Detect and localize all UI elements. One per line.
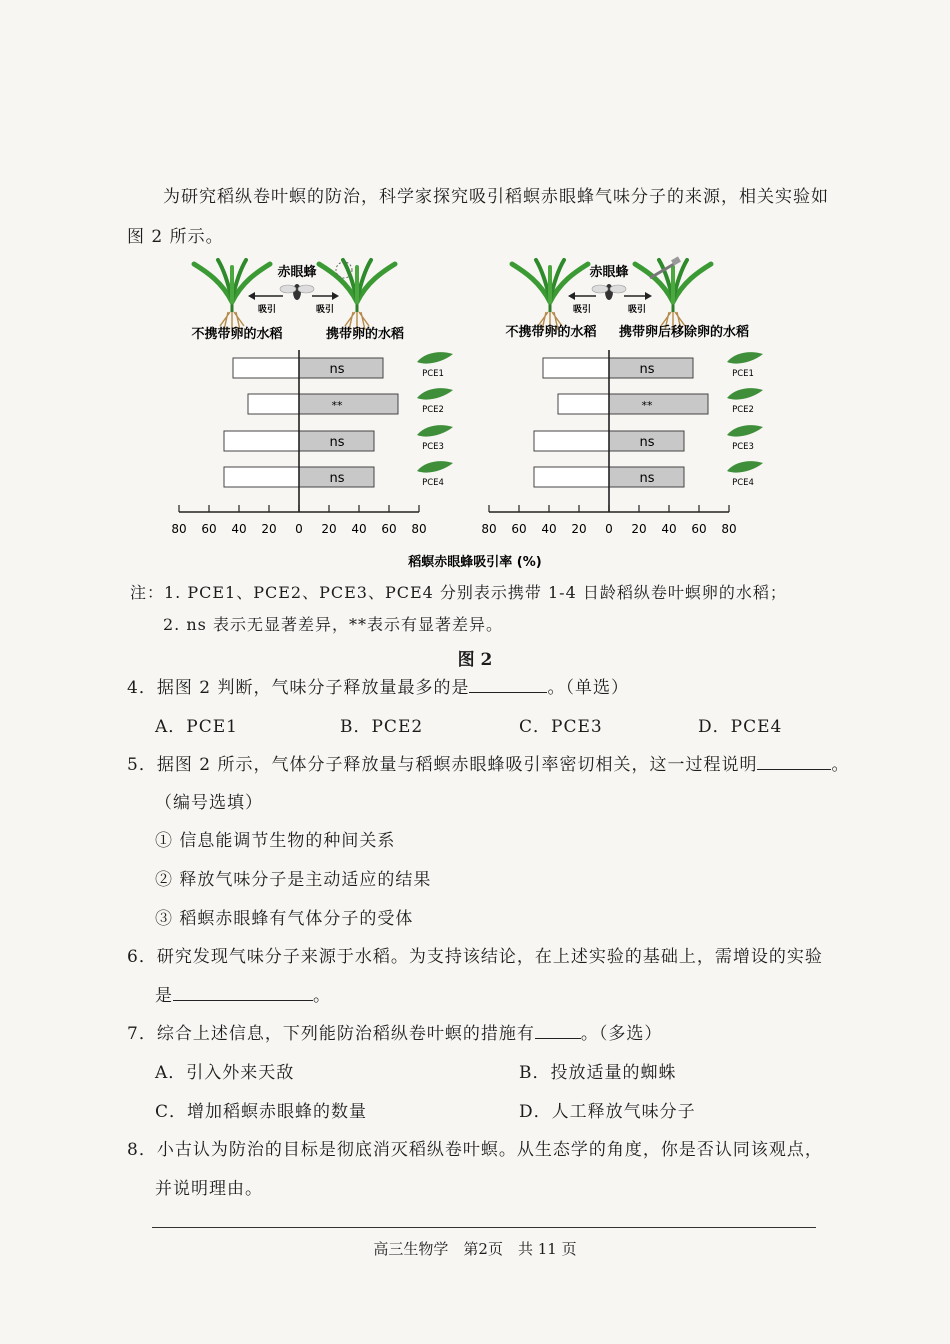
significance-label: ns [639, 471, 655, 486]
x-axis-title: 稻螟赤眼蜂吸引率 (%) [408, 555, 542, 570]
x-tick-label: 80 [411, 522, 427, 536]
x-tick-label: 60 [511, 522, 527, 536]
bar-no-eggs [558, 394, 609, 414]
category-label: PCE4 [732, 478, 754, 488]
rice-leaf-icon [417, 352, 453, 364]
intro-line-1: 为研究稻纵卷叶螟的防治，科学家探究吸引稻螟赤眼蜂气味分子的来源，相关实验如 [163, 187, 829, 207]
x-tick-label: 40 [351, 522, 367, 536]
note-line-1: 注：1. PCE1、PCE2、PCE3、PCE4 分别表示携带 1-4 日龄稻纵卷叶螟卵的水稻； [130, 583, 787, 602]
bar-no-eggs [248, 394, 299, 414]
bar-no-eggs [543, 358, 609, 378]
wasp-icon [280, 284, 314, 300]
question-4-stem: 4．据图 2 判断，气味分子释放量最多的是 [127, 678, 470, 698]
x-tick-label: 0 [295, 522, 303, 536]
answer-blank-q4[interactable] [469, 676, 547, 693]
attract-label-right: 吸引 [627, 305, 647, 315]
bar-no-eggs [224, 467, 299, 487]
significance-label: ns [639, 435, 655, 450]
x-tick-label: 40 [231, 522, 247, 536]
statement-2: ② 释放气味分子是主动适应的结果 [155, 870, 432, 890]
rice-leaf-icon [727, 352, 763, 364]
arrow-left-head [568, 292, 575, 300]
figure-caption: 图 2 [457, 650, 493, 670]
plant-label-no-eggs: 不携带卵的水稻 [191, 327, 283, 342]
x-tick-label: 60 [201, 522, 217, 536]
bar-no-eggs [534, 467, 609, 487]
question-5-hint: （编号选填） [155, 793, 263, 813]
question-5 [127, 750, 849, 775]
arrow-left-head [248, 292, 255, 300]
category-label: PCE1 [732, 369, 754, 379]
question-4-suffix: 。（单选） [547, 678, 629, 698]
note-line-2: 2. ns 表示无显著差异，**表示有显著差异。 [163, 615, 503, 634]
category-label: PCE4 [422, 478, 444, 488]
page-footer: 高三生物学 第2页 共 11 页 [373, 1240, 577, 1258]
bar-with-eggs [299, 394, 398, 414]
answer-blank-q7[interactable] [535, 1022, 581, 1039]
x-tick-label: 80 [171, 522, 187, 536]
significance-label: ns [639, 362, 655, 377]
option-4c: C．PCE3 [519, 717, 603, 737]
bar-no-eggs [233, 358, 299, 378]
option-7a: A．引入外来天敌 [155, 1063, 295, 1083]
arrow-right-head [645, 292, 652, 300]
rice-leaf-icon [417, 461, 453, 473]
option-4b: B．PCE2 [340, 717, 424, 737]
x-tick-label: 20 [321, 522, 337, 536]
category-label: PCE2 [422, 405, 444, 415]
category-label: PCE2 [732, 405, 754, 415]
plant-label-no-eggs: 不携带卵的水稻 [505, 325, 597, 340]
x-tick-label: 60 [691, 522, 707, 536]
statement-1: ① 信息能调节生物的种间关系 [155, 831, 396, 851]
option-7c: C．增加稻螟赤眼蜂的数量 [155, 1102, 368, 1122]
rice-leaf-icon [417, 425, 453, 437]
question-8-stem: 8．小古认为防治的目标是彻底消灭稻纵卷叶螟。从生态学的角度，你是否认同该观点， [127, 1140, 823, 1160]
figure-2 [0, 250, 950, 580]
x-tick-label: 0 [605, 522, 613, 536]
category-label: PCE1 [422, 369, 444, 379]
x-tick-label: 20 [261, 522, 277, 536]
significance-label: ns [329, 435, 345, 450]
rice-leaf-icon [417, 388, 453, 400]
option-7b: B．投放适量的蜘蛛 [519, 1063, 677, 1083]
statement-3: ③ 稻螟赤眼蜂有气体分子的受体 [155, 909, 414, 929]
question-5-suffix: 。 [831, 755, 850, 775]
wasp-icon [592, 284, 626, 300]
x-tick-label: 20 [571, 522, 587, 536]
question-6-continuation [155, 981, 331, 1006]
question-7 [127, 1019, 662, 1044]
option-4a: A．PCE1 [155, 717, 238, 737]
x-tick-label: 80 [721, 522, 737, 536]
x-tick-label: 60 [381, 522, 397, 536]
bar-chart-right [481, 350, 763, 536]
question-7-stem: 7．综合上述信息，下列能防治稻纵卷叶螟的措施有 [127, 1024, 535, 1044]
bar-no-eggs [224, 431, 299, 451]
x-tick-label: 40 [661, 522, 677, 536]
plant-label-with-eggs: 携带卵的水稻 [325, 327, 405, 342]
question-6-prefix: 是 [155, 986, 173, 1006]
significance-label: ** [331, 399, 343, 412]
answer-blank-q6[interactable] [173, 984, 313, 1001]
rice-leaf-icon [727, 425, 763, 437]
category-label: PCE3 [422, 442, 444, 452]
rice-leaf-icon [727, 388, 763, 400]
attract-label-left: 吸引 [572, 305, 592, 315]
question-4 [127, 673, 629, 698]
plant-label-eggs-removed: 携带卵后移除卵的水稻 [618, 325, 750, 340]
significance-label: ns [329, 471, 345, 486]
bar-with-eggs [609, 394, 708, 414]
x-tick-label: 40 [541, 522, 557, 536]
bar-no-eggs [534, 431, 609, 451]
question-8-continuation: 并说明理由。 [155, 1179, 263, 1199]
question-5-stem: 5．据图 2 所示，气体分子释放量与稻螟赤眼蜂吸引率密切相关，这一过程说明 [127, 755, 758, 775]
category-label: PCE3 [732, 442, 754, 452]
answer-blank-q5[interactable] [757, 753, 831, 770]
question-7-suffix: 。（多选） [580, 1024, 663, 1044]
option-4d: D．PCE4 [698, 717, 783, 737]
bar-chart-left [171, 350, 453, 536]
rice-leaf-icon [727, 461, 763, 473]
wasp-label: 赤眼蜂 [589, 265, 629, 280]
attract-label-left: 吸引 [257, 305, 277, 315]
intro-line-2: 图 2 所示。 [127, 227, 224, 247]
wasp-label: 赤眼蜂 [277, 265, 317, 280]
question-6-suffix: 。 [313, 986, 331, 1006]
arrow-right-head [332, 292, 339, 300]
x-tick-label: 20 [631, 522, 647, 536]
significance-label: ** [641, 399, 653, 412]
x-tick-label: 80 [481, 522, 497, 536]
option-7d: D．人工释放气味分子 [519, 1102, 696, 1122]
significance-label: ns [329, 362, 345, 377]
attract-label-right: 吸引 [315, 305, 335, 315]
question-6-stem: 6．研究发现气味分子来源于水稻。为支持该结论，在上述实验的基础上，需增设的实验 [127, 947, 823, 967]
footer-divider [152, 1227, 816, 1228]
